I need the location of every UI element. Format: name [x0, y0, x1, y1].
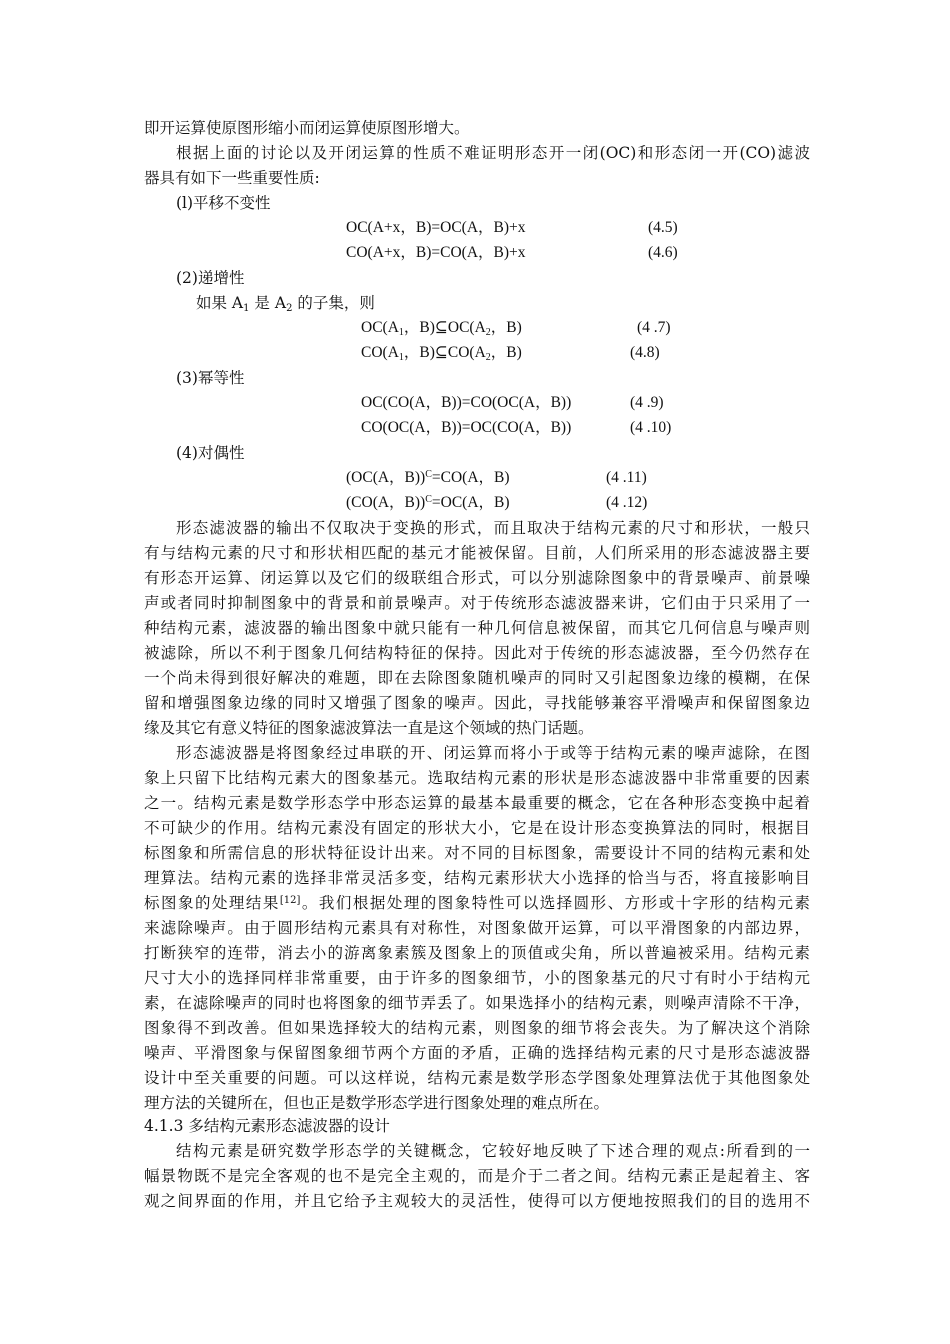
paragraph-line: 不可缺少的作用。结构元素没有固定的形状大小，它是在设计形态变换算法的同时，根据目: [144, 819, 810, 837]
paragraph-line: 幅景物既不是完全客观的也不是完全主观的，而是介于二者之间。结构元素正是起着主、客: [144, 1167, 810, 1185]
equation-number: (4 .9): [630, 394, 664, 411]
section-number: 4.1.3: [144, 1117, 184, 1135]
paragraph-line: 之一。结构元素是数学形态学中形态运算的最基本最重要的概念，它在各种形态变换中起着: [144, 794, 810, 812]
equation: $OC(A_1$，$B)⊆OC(A_2$，B): [361, 319, 522, 338]
section-title: 多结构元素形态滤波器的设计: [188, 1117, 390, 1135]
paragraph-line: 一个尚未得到很好解决的难题，即在去除图象随机噪声的同时又引起图象边缘的模糊，在保: [144, 669, 810, 687]
paragraph-line: 声或者同时抑制图象中的背景和前景噪声。对于传统形态滤波器来讲，它们由于只采用了一: [144, 594, 810, 612]
paragraph-line: 标图象和所需信息的形状特征设计出来。对不同的目标图象，需要设计不同的结构元素和处: [144, 844, 810, 862]
paragraph-line: 器具有如下一些重要性质:: [144, 169, 320, 187]
paragraph-line: 标图象的处理结果[12]。我们根据处理的图象特性可以选择圆形、方形或十字形的结构元素: [144, 894, 810, 912]
equation: OC(A+x，B)=OC(A，B)+x: [346, 219, 526, 236]
paragraph-line: 象上只留下比结构元素大的图象基元。选取结构元素的形状是形态滤波器中非常重要的因素: [144, 769, 810, 787]
intro-line: 即开运算使原图形缩小而闭运算使原图形增大。: [144, 119, 470, 137]
paragraph-line: 观之间界面的作用，并且它给予主观较大的灵活性，使得可以方便地按照我们的目的选用不: [144, 1192, 810, 1210]
paragraph-line: 来滤除噪声。由于圆形结构元素具有对称性，对图象做开运算，可以平滑图象的内部边界，: [144, 919, 810, 937]
equation-number: (4.6): [648, 244, 678, 261]
paragraph-line: 留和增强图象边缘的同时又增强了图象的噪声。因此，寻找能够兼容平滑噪声和保留图象边: [144, 694, 810, 712]
property-label: (4)对偶性: [176, 444, 245, 462]
paragraph-line: 噪声、平滑图象与保留图象细节两个方面的矛盾，正确的选择结构元素的尺寸是形态滤波器: [144, 1044, 810, 1062]
paragraph-line: 素，在滤除噪声的同时也将图象的细节弄丢了。如果选择小的结构元素，则噪声清除不干净，: [144, 994, 810, 1012]
equation-number: (4 .11): [606, 469, 647, 486]
equation: (CO(A，B))$^C$=OC(A，B): [346, 494, 510, 511]
citation-ref: [12]: [279, 895, 301, 906]
condition-line: 如果 $A_1$ 是 $A_2$ 的子集，则: [196, 294, 375, 314]
equation: CO(OC(A，B))=OC(CO(A，B)): [361, 419, 572, 436]
equation: (OC(A，B))$^C$=CO(A，B): [346, 469, 510, 486]
property-label: (l)平移不变性: [176, 194, 271, 212]
paragraph-line: 根据上面的讨论以及开闭运算的性质不难证明形态开一闭(OC)和形态闭一开(CO)滤波: [176, 144, 810, 162]
equation: $CO(A_1$，$B)⊆CO(A_2$，B): [361, 344, 522, 363]
paragraph-line: 尺寸大小的选择同样非常重要，由于许多的图象细节，小的图象基元的尺寸有时小于结构元: [144, 969, 810, 987]
property-label: (2)递增性: [176, 269, 245, 287]
equation-number: (4.5): [648, 219, 678, 236]
paragraph-line: 结构元素是研究数学形态学的关键概念，它较好地反映了下述合理的观点:所看到的一: [176, 1142, 810, 1160]
paragraph-line: 有形态开运算、闭运算以及它们的级联组合形式，可以分别滤除图象中的背景噪声、前景噪: [144, 569, 810, 587]
equation-number: (4 .10): [630, 419, 672, 436]
property-label: (3)幂等性: [176, 369, 245, 387]
paragraph-line: 打断狭窄的连带，消去小的游离象素簇及图象上的顶值或尖角，所以普遍被采用。结构元素: [144, 944, 810, 962]
paragraph-line: 理算法。结构元素的选择非常灵活多变，结构元素形状大小选择的恰当与否，将直接影响目: [144, 869, 810, 887]
equation: OC(CO(A，B))=CO(OC(A，B)): [361, 394, 572, 411]
paragraph-line: 形态滤波器是将图象经过串联的开、闭运算而将小于或等于结构元素的噪声滤除，在图: [176, 744, 810, 762]
equation-number: (4 .7): [637, 319, 671, 336]
paragraph-line: 缘及其它有意义特征的图象滤波算法一直是这个领域的热门话题。: [144, 719, 594, 737]
paragraph-line: 图象得不到改善。但如果选择较大的结构元素，则图象的细节将会丧失。为了解决这个消除: [144, 1019, 810, 1037]
section-heading: [144, 1114, 390, 1138]
equation-number: (4 .12): [606, 494, 648, 511]
equation-number: (4.8): [630, 344, 660, 361]
paragraph-line: 形态滤波器的输出不仅取决于变换的形式，而且取决于结构元素的尺寸和形状，一般只: [176, 519, 810, 537]
paragraph-line: 被滤除，所以不利于图象几何结构特征的保持。因此对于传统的形态滤波器，至今仍然存在: [144, 644, 810, 662]
paragraph-line: 理方法的关键所在，但也正是数学形态学进行图象处理的难点所在。: [144, 1094, 610, 1112]
equation: CO(A+x，B)=CO(A，B)+x: [346, 244, 526, 261]
paragraph-line: 设计中至关重要的问题。可以这样说，结构元素是数学形态学图象处理算法优于其他图象处: [144, 1069, 810, 1087]
paragraph-line: 有与结构元素的尺寸和形状相匹配的基元才能被保留。目前，人们所采用的形态滤波器主要: [144, 544, 810, 562]
paragraph-line: 种结构元素，滤波器的输出图象中就只能有一种几何信息被保留，而其它几何信息与噪声则: [144, 619, 810, 637]
